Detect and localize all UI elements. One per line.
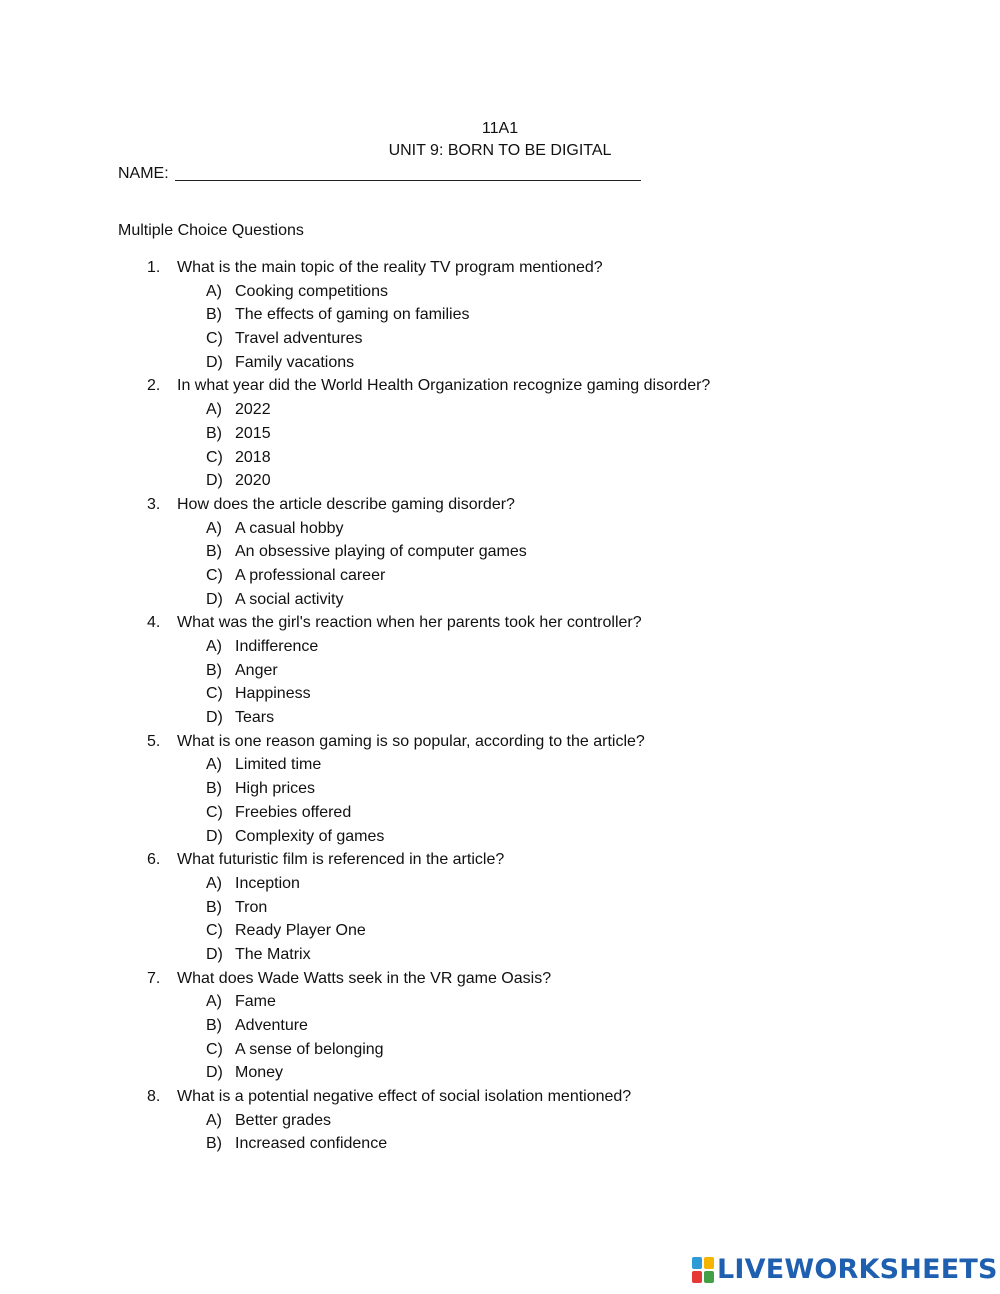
answer-option[interactable] bbox=[0, 801, 1000, 825]
name-field-row bbox=[118, 161, 641, 185]
option-text: Better grades bbox=[235, 1111, 332, 1129]
question-row bbox=[0, 256, 1000, 280]
option-letter: C) bbox=[206, 448, 223, 466]
answer-option[interactable] bbox=[0, 1132, 1000, 1156]
option-letter: D) bbox=[206, 945, 223, 963]
option-text: Fame bbox=[235, 993, 276, 1011]
answer-option[interactable] bbox=[0, 327, 1000, 351]
option-text: Indifference bbox=[235, 638, 319, 655]
option-text: Adventure bbox=[235, 1017, 308, 1034]
option-letter: B) bbox=[206, 306, 222, 324]
answer-option[interactable] bbox=[0, 919, 1000, 943]
option-letter: B) bbox=[206, 424, 222, 442]
option-text: Limited time bbox=[235, 756, 322, 774]
answer-option[interactable] bbox=[0, 588, 1000, 612]
question-text: What is a potential negative effect of social isolation mentioned? bbox=[177, 1088, 632, 1106]
answer-option[interactable] bbox=[0, 303, 1000, 327]
option-letter: D) bbox=[206, 590, 223, 608]
option-text: A sense of belonging bbox=[235, 1040, 384, 1058]
answer-option[interactable] bbox=[0, 777, 1000, 801]
option-letter: A) bbox=[206, 638, 222, 655]
question-row bbox=[0, 374, 1000, 398]
answer-option[interactable] bbox=[0, 469, 1000, 493]
option-text: An obsessive playing of computer games bbox=[235, 543, 527, 561]
option-text: High prices bbox=[235, 780, 316, 798]
liveworksheets-logo bbox=[692, 1254, 998, 1286]
question-text: How does the article describe gaming disorder? bbox=[177, 495, 515, 513]
answer-option[interactable] bbox=[0, 706, 1000, 730]
question-number: 5. bbox=[147, 732, 161, 750]
answer-option[interactable] bbox=[0, 280, 1000, 304]
option-text: Happiness bbox=[235, 685, 311, 703]
option-text: Ready Player One bbox=[235, 922, 366, 940]
worksheet-title: UNIT 9: BORN TO BE DIGITAL bbox=[388, 142, 612, 159]
question-number: 2. bbox=[147, 377, 161, 395]
option-letter: B) bbox=[206, 543, 222, 561]
answer-option[interactable] bbox=[0, 896, 1000, 920]
answer-option[interactable] bbox=[0, 635, 1000, 659]
question-number: 3. bbox=[147, 495, 161, 513]
question-text: What is one reason gaming is so popular, according to the article? bbox=[177, 732, 645, 750]
question-row bbox=[0, 848, 1000, 872]
option-text: Freebies offered bbox=[235, 803, 352, 821]
question-row bbox=[0, 493, 1000, 517]
option-letter: A) bbox=[206, 756, 222, 774]
question-text: In what year did the World Health Organization recognize gaming disorder? bbox=[177, 377, 711, 395]
option-text: Inception bbox=[235, 874, 300, 892]
option-letter: C) bbox=[206, 330, 223, 348]
answer-option[interactable] bbox=[0, 422, 1000, 446]
answer-option[interactable] bbox=[0, 943, 1000, 967]
question-list bbox=[0, 256, 1000, 1156]
option-letter: C) bbox=[206, 685, 223, 703]
option-text: 2022 bbox=[235, 401, 271, 419]
answer-option[interactable] bbox=[0, 659, 1000, 683]
question-text: What does Wade Watts seek in the VR game Oasis? bbox=[177, 969, 552, 987]
option-text: Anger bbox=[235, 661, 278, 679]
option-text: Tron bbox=[235, 898, 268, 916]
answer-option[interactable] bbox=[0, 517, 1000, 541]
answer-option[interactable] bbox=[0, 564, 1000, 588]
option-text: 2018 bbox=[235, 448, 271, 466]
option-text: Tears bbox=[235, 709, 275, 727]
option-letter: A) bbox=[206, 993, 222, 1011]
option-letter: D) bbox=[206, 827, 223, 845]
option-text: Complexity of games bbox=[235, 827, 385, 845]
option-text: 2020 bbox=[235, 472, 271, 490]
option-letter: D) bbox=[206, 709, 223, 727]
option-text: The Matrix bbox=[235, 945, 311, 963]
option-letter: A) bbox=[206, 282, 222, 300]
question-number: 7. bbox=[147, 969, 161, 987]
option-letter: B) bbox=[206, 780, 222, 798]
option-letter: B) bbox=[206, 1017, 222, 1034]
question-row bbox=[0, 730, 1000, 754]
option-text: 2015 bbox=[235, 424, 271, 442]
option-letter: B) bbox=[206, 661, 222, 679]
question-text: What was the girl's reaction when her parents took her controller? bbox=[177, 614, 642, 632]
question-number: 4. bbox=[147, 614, 161, 632]
option-letter: D) bbox=[206, 472, 223, 490]
name-label: NAME: bbox=[118, 165, 169, 182]
liveworksheets-logo-icon bbox=[692, 1257, 714, 1283]
option-text: Money bbox=[235, 1064, 284, 1082]
option-text: Increased confidence bbox=[235, 1135, 388, 1153]
section-title: Multiple Choice Questions bbox=[118, 222, 304, 239]
option-text: Travel adventures bbox=[235, 330, 363, 348]
option-text: The effects of gaming on families bbox=[235, 306, 470, 324]
worksheet-code: 11A1 bbox=[481, 120, 519, 137]
answer-option[interactable] bbox=[0, 540, 1000, 564]
option-letter: D) bbox=[206, 353, 223, 371]
option-letter: A) bbox=[206, 519, 222, 537]
option-letter: C) bbox=[206, 1040, 223, 1058]
option-letter: C) bbox=[206, 803, 223, 821]
answer-option[interactable] bbox=[0, 872, 1000, 896]
option-letter: A) bbox=[206, 874, 222, 892]
answer-option[interactable] bbox=[0, 1109, 1000, 1133]
answer-option[interactable] bbox=[0, 351, 1000, 375]
option-letter: B) bbox=[206, 898, 222, 916]
question-text: What futuristic film is referenced in the article? bbox=[177, 851, 505, 869]
question-row bbox=[0, 611, 1000, 635]
answer-option[interactable] bbox=[0, 990, 1000, 1014]
name-input-line[interactable] bbox=[175, 164, 641, 181]
question-row bbox=[0, 1085, 1000, 1109]
question-number: 1. bbox=[147, 259, 161, 276]
answer-option[interactable] bbox=[0, 1061, 1000, 1085]
option-letter: A) bbox=[206, 401, 222, 419]
question-number: 8. bbox=[147, 1088, 161, 1106]
answer-option[interactable] bbox=[0, 398, 1000, 422]
option-letter: B) bbox=[206, 1135, 222, 1153]
logo-text: LIVEWORKSHEETS bbox=[717, 1254, 998, 1285]
question-text: What is the main topic of the reality TV program mentioned? bbox=[177, 259, 603, 276]
answer-option[interactable] bbox=[0, 825, 1000, 849]
answer-option[interactable] bbox=[0, 1038, 1000, 1062]
option-text: A casual hobby bbox=[235, 519, 344, 537]
answer-option[interactable] bbox=[0, 682, 1000, 706]
answer-option[interactable] bbox=[0, 753, 1000, 777]
option-letter: D) bbox=[206, 1064, 223, 1082]
option-letter: C) bbox=[206, 566, 223, 584]
answer-option[interactable] bbox=[0, 446, 1000, 470]
option-text: A professional career bbox=[235, 566, 386, 584]
option-letter: C) bbox=[206, 922, 223, 940]
question-row bbox=[0, 967, 1000, 991]
option-letter: A) bbox=[206, 1111, 222, 1129]
option-text: Cooking competitions bbox=[235, 282, 388, 300]
option-text: Family vacations bbox=[235, 353, 355, 371]
answer-option[interactable] bbox=[0, 1014, 1000, 1038]
question-number: 6. bbox=[147, 851, 161, 869]
option-text: A social activity bbox=[235, 590, 344, 608]
